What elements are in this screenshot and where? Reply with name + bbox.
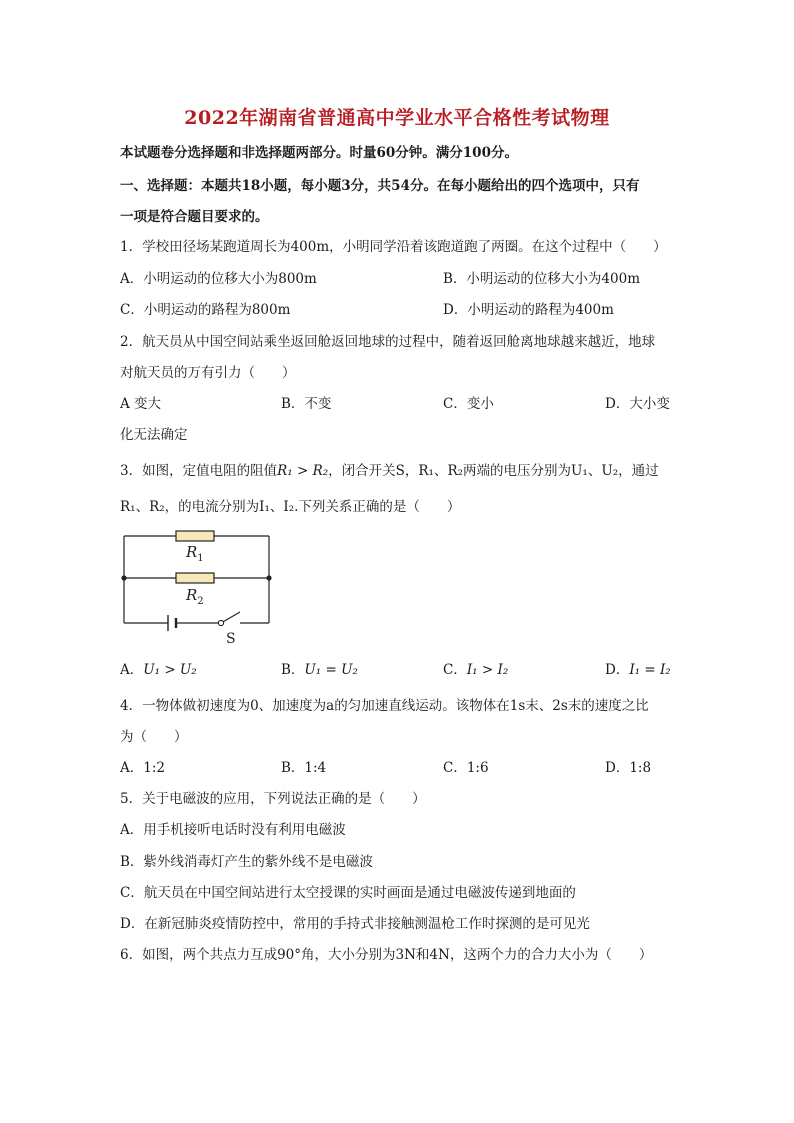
q2-option-d-continued: 化无法确定	[120, 427, 188, 443]
q3-inequality: R₁ > R₂	[277, 463, 329, 479]
q3-option-d-label: D．	[605, 662, 630, 678]
q5-option-a: A．用手机接听电话时没有利用电磁波	[120, 822, 346, 838]
q3-stem-line1	[120, 462, 659, 480]
q4-option-c: C．1:6	[443, 760, 489, 776]
page-title: 2022年湖南省普通高中学业水平合格性考试物理	[184, 107, 610, 129]
q1-option-a: A．小明运动的位移大小为800m	[120, 271, 317, 287]
q1-stem: 1．学校田径场某跑道周长为400m，小明同学沿着该跑道跑了两圈。在这个过程中（ ）	[120, 239, 667, 255]
junction-right	[266, 575, 271, 580]
q3-option-d-expr: I₁ = I₂	[629, 662, 671, 678]
q4-option-d: D．1:8	[605, 760, 652, 776]
q3-option-d	[605, 661, 671, 679]
q2-option-d: D．大小变	[605, 396, 670, 412]
q5-option-d: D．在新冠肺炎疫情防控中，常用的手持式非接触测温枪工作时探测的是可见光	[120, 916, 590, 932]
q2-option-c: C．变小	[443, 396, 494, 412]
q3-option-a-label: A．	[120, 662, 144, 678]
q4-option-a: A．1:2	[120, 760, 165, 776]
q3-option-b	[281, 661, 358, 679]
q2-stem-line1: 2．航天员从中国空间站乘坐返回舱返回地球的过程中，随着返回舱离地球越来越近，地球	[120, 334, 656, 350]
q4-stem-line2: 为（ ）	[120, 729, 188, 745]
q3-option-c	[443, 661, 508, 679]
q1-option-c: C．小明运动的路程为800m	[120, 302, 291, 318]
q5-option-b: B．紫外线消毒灯产生的紫外线不是电磁波	[120, 854, 373, 870]
q3-option-a-expr: U₁ > U₂	[143, 662, 197, 678]
q2-option-a: A 变大	[120, 396, 162, 412]
q3-stem-line2: R₁、R₂，的电流分别为I₁、I₂.下列关系正确的是（ ）	[120, 499, 461, 515]
q2-option-b: B．不变	[281, 396, 332, 412]
resistor-r2	[176, 573, 214, 583]
r1-label: $R_1$	[186, 543, 204, 564]
section1-heading-line2: 一项是符合题目要求的。	[120, 209, 269, 225]
q1-option-b: B．小明运动的位移大小为400m	[443, 271, 640, 287]
q2-stem-line2: 对航天员的万有引力（ ）	[120, 365, 296, 381]
q3-option-a	[120, 661, 197, 679]
q6-stem: 6．如图，两个共点力互成90°角，大小分别为3N和4N，这两个力的合力大小为（ ）	[120, 947, 653, 963]
section1-heading-line1: 一、选择题：本题共18小题，每小题3分，共54分。在每小题给出的四个选项中，只有	[120, 178, 640, 194]
switch-pivot	[218, 620, 223, 625]
q3-stem-post: ，闭合开关S，R₁、R₂两端的电压分别为U₁、U₂，通过	[328, 463, 659, 479]
r2-label: $R_2$	[186, 586, 204, 607]
q4-option-b: B．1:4	[281, 760, 327, 776]
q4-stem-line1: 4．一物体做初速度为0、加速度为a的匀加速直线运动。该物体在1s末、2s末的速度之比	[120, 698, 649, 714]
q5-option-c: C．航天员在中国空间站进行太空授课的实时画面是通过电磁波传递到地面的	[120, 885, 576, 901]
intro-text: 本试题卷分选择题和非选择题两部分。时量60分钟。满分100分。	[120, 145, 518, 161]
junction-left	[121, 575, 126, 580]
q3-circuit-diagram	[118, 528, 278, 646]
q3-option-b-expr: U₁ = U₂	[304, 662, 358, 678]
switch-label: S	[226, 631, 236, 646]
q5-stem: 5．关于电磁波的应用，下列说法正确的是（ ）	[120, 791, 426, 807]
q3-option-b-label: B．	[281, 662, 305, 678]
switch-blade	[221, 612, 240, 623]
q3-option-c-label: C．	[443, 662, 467, 678]
q3-stem-pre: 3．如图，定值电阻的阻值	[120, 463, 278, 479]
resistor-r1	[176, 531, 214, 541]
q1-option-d: D．小明运动的路程为400m	[443, 302, 614, 318]
q3-option-c-expr: I₁ > I₂	[466, 662, 509, 678]
